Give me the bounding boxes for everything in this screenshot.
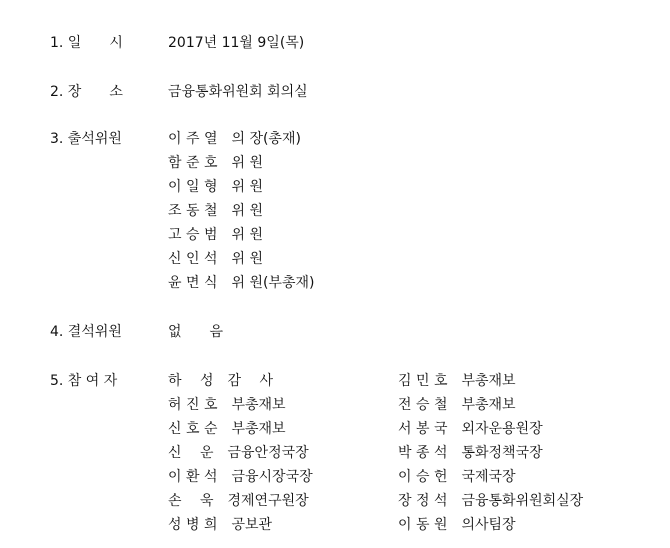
participants-row	[0, 489, 670, 513]
participants-row	[0, 465, 670, 489]
participant-left: 이 환 석 금융시장국장	[168, 469, 313, 485]
attendee-member: 신 인 석 위 원	[168, 251, 263, 267]
participant-right: 이 동 원 의사팀장	[398, 517, 516, 533]
attendees-row-1	[0, 127, 670, 151]
participant-right: 서 봉 국 외자운용원장	[398, 421, 543, 437]
participant-right: 전 승 철 부총재보	[398, 397, 516, 413]
participant-right: 이 승 헌 국제국장	[398, 469, 516, 485]
attendee-member: 이 일 형 위 원	[168, 179, 263, 195]
attendees-row-7	[0, 271, 670, 295]
datetime-value: 2017년 11월 9일(목)	[168, 35, 305, 51]
place-value: 금융통화위원회 회의실	[168, 84, 308, 100]
participant-left: 신 운 금융안정국장	[168, 445, 309, 461]
attendees-label: 3. 출석위원	[50, 131, 122, 147]
absentees-row	[0, 320, 670, 344]
participants-label: 5. 참 여 자	[50, 373, 118, 389]
participants-row	[0, 393, 670, 417]
participant-right: 장 정 석 금융통화위원회실장	[398, 493, 584, 509]
absentees-value: 없 음	[168, 324, 224, 340]
participant-left: 성 병 희 공보관	[168, 517, 273, 533]
attendees-row-4	[0, 199, 670, 223]
participants-row	[0, 417, 670, 441]
participants-row	[0, 441, 670, 465]
participant-right: 김 민 호 부총재보	[398, 373, 516, 389]
participants-row	[0, 513, 670, 537]
participant-left: 손 욱 경제연구원장	[168, 493, 309, 509]
absentees-label: 4. 결석위원	[50, 324, 122, 340]
participant-right: 박 종 석 통화정책국장	[398, 445, 543, 461]
attendees-row-5	[0, 223, 670, 247]
attendee-member: 조 동 철 위 원	[168, 203, 263, 219]
participants-row	[0, 369, 670, 393]
place-row	[0, 80, 670, 104]
participant-left: 신 호 순 부총재보	[168, 421, 286, 437]
datetime-row	[0, 31, 670, 55]
participant-left: 허 진 호 부총재보	[168, 397, 286, 413]
attendee-member: 함 준 호 위 원	[168, 155, 263, 171]
attendee-member: 윤 면 식 위 원(부총재)	[168, 275, 315, 291]
datetime-label: 1. 일 시	[50, 35, 123, 51]
attendee-member: 고 승 범 위 원	[168, 227, 263, 243]
attendees-row-2	[0, 151, 670, 175]
attendee-member: 이 주 열 의 장(총재)	[168, 131, 301, 147]
attendees-row-3	[0, 175, 670, 199]
place-label: 2. 장 소	[50, 84, 123, 100]
attendees-row-6	[0, 247, 670, 271]
participant-left: 하 성 감 사	[168, 373, 273, 389]
